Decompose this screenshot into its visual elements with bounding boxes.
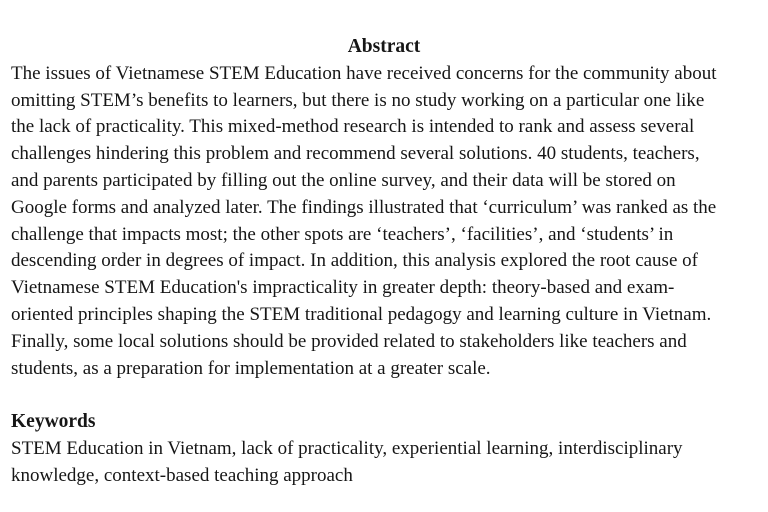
abstract-line: challenges hindering this problem and recommend several solutions. 40 students, teachers, xyxy=(11,143,700,165)
abstract-line: Vietnamese STEM Education's impracticality in greater depth: theory-based and exam- xyxy=(11,277,675,299)
abstract-paragraph xyxy=(11,61,757,383)
abstract-line: the lack of practicality. This mixed-method research is intended to rank and assess several xyxy=(11,116,695,138)
abstract-heading: Abstract xyxy=(347,36,421,57)
abstract-line: students, as a preparation for implementation at a greater scale. xyxy=(11,357,491,379)
keywords-paragraph xyxy=(11,436,757,490)
keywords-heading: Keywords xyxy=(11,411,96,433)
abstract-line: The issues of Vietnamese STEM Education have received concerns for the community about xyxy=(11,62,717,84)
abstract-line: oriented principles shaping the STEM traditional pedagogy and learning culture in Vietnam. xyxy=(11,303,712,325)
abstract-line: Finally, some local solutions should be provided related to stakeholders like teachers and xyxy=(11,330,687,352)
section-spacer xyxy=(11,382,757,409)
abstract-line: omitting STEM’s benefits to learners, but there is no study working on a particular one like xyxy=(11,89,705,111)
abstract-line: challenge that impacts most; the other spots are ‘teachers’, ‘facilities’, and ‘students’ in xyxy=(11,223,674,245)
abstract-line: Google forms and analyzed later. The findings illustrated that ‘curriculum’ was ranked as the xyxy=(11,196,717,218)
abstract-line: and parents participated by filling out the online survey, and their data will be stored on xyxy=(11,169,676,191)
abstract-line: descending order in degrees of impact. In addition, this analysis explored the root cause of xyxy=(11,250,698,272)
keywords-line: knowledge, context-based teaching approach xyxy=(11,464,353,486)
keywords-line: STEM Education in Vietnam, lack of practicality, experiential learning, interdisciplinary xyxy=(11,437,683,459)
